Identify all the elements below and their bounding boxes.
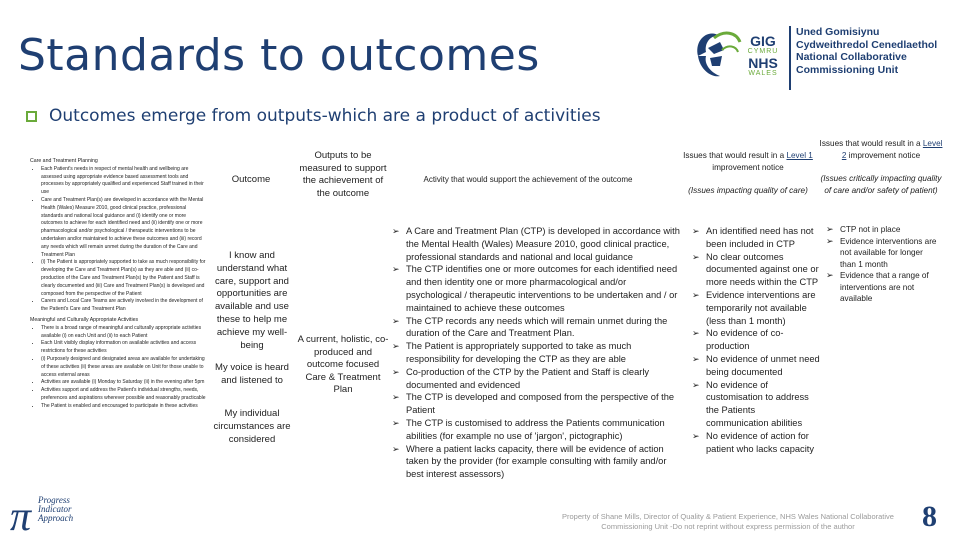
activity-list — [392, 225, 684, 481]
list-item: ➢ Evidence interventions are not available for longer than 1 month — [826, 235, 937, 269]
list-item: ➢ The CTP is customised to address the Patients communication abilities (for example no use of 'jargon', pictographic) — [392, 417, 665, 441]
arrow-bullet-icon: ➢ — [826, 270, 834, 280]
list-item: ➢ The Patient is appropriately supported to take as much responsibility for developing the CTP as they are able — [392, 341, 632, 364]
pi-line-1: Progress — [38, 495, 70, 505]
list-item: • There is a broad range of meaningful and culturally appropriate activities available (i) on each Unit and (ii) to each Patient — [41, 325, 206, 341]
arrow-bullet-icon: ➢ — [692, 226, 700, 236]
brand-nhs: NHS — [748, 55, 778, 71]
slide-title: Standards to outcomes — [18, 30, 540, 81]
list-item: ➢ The CTP identifies one or more outcomes for each identified need and then identity one or more pharmacological and/or psychological / therapeutic interventions to be undertaken and / or maintained to achieve these outcomes — [392, 264, 678, 313]
subtitle-bullet — [26, 106, 601, 126]
list-item: ➢ No evidence of action for patient who lacks capacity — [692, 430, 815, 454]
brand-wales: WALES — [748, 70, 778, 77]
outcome-cell-2: My voice is heard and listened to — [215, 362, 289, 387]
list-item: ➢ Evidence that a range of interventions are not available — [826, 270, 929, 303]
org-line-2: Cydweithredol Cenedlaethol — [796, 38, 938, 51]
list-item: ➢ The CTP is developed and composed from the perspective of the Patient — [392, 392, 675, 416]
subtitle-text: Outcomes emerge from outputs-which are a product of activities — [49, 106, 601, 126]
list-item: ➢ The CTP records any needs which will remain unmet during the duration of the Care and Treatment Plan. — [392, 315, 668, 339]
level2-link[interactable]: Level 2 — [841, 139, 943, 160]
org-line-4: Commissioning Unit — [796, 63, 899, 76]
checkbox-bullet-icon — [26, 111, 37, 122]
list-item: ➢ No evidence of customisation to address the Patients communication abilities — [692, 379, 809, 428]
list-item: • Care and Treatment Plan(s) are developed in accordance with the Mental Health (Wales) Measure 2010, good clinical practice, professional standards and national local guidance and (i) identify one or more outcomes to achieve for each identified need and (ii) identify one or more pharmacological and/or psychological / therapeutic interventions to be undertaken and/or maintained to achieve these outcomes and (iii) record any needs which will remain unmet during the duration of the Care and Treatment Plan — [41, 197, 206, 259]
section1-list — [30, 166, 206, 314]
outcome-header: Outcome — [231, 174, 271, 185]
arrow-bullet-icon: ➢ — [392, 366, 400, 377]
progress-indicator-logo — [8, 492, 108, 536]
list-item: ➢ No clear outcomes documented against one or more needs within the CTP — [692, 251, 819, 288]
arrow-bullet-icon: ➢ — [392, 226, 400, 236]
list-item: • Carers and Local Care Teams are actively involved in the development of the Patient's Care and Treatment Plan — [41, 298, 206, 314]
level1-header-pre: Issues that would result in a — [683, 151, 785, 160]
list-item: ➢ Co-production of the CTP by the Patient and Staff is clearly documented and evidenced — [392, 366, 650, 390]
level2-subheader: (Issues critically impacting quality of care and/or safety of patient) — [820, 174, 942, 195]
footer-line-1: Property of Shane Mills, Director of Quality & Patient Experience, NHS Wales National Collaborative — [562, 512, 894, 521]
level2-header-post: improvement notice — [848, 150, 921, 160]
list-item: • Each Patient's needs in respect of mental health and wellbeing are assessed using appropriate evidence based assessment tools and processes by appropriately qualified and experienced Staff trained in their use — [41, 166, 206, 197]
level2-header-pre: Issues that would result in a — [819, 139, 921, 148]
arrow-bullet-icon: ➢ — [392, 315, 400, 326]
list-item: • (i) The Patient is appropriately supported to take as much responsibility for developing the Care and Treatment Plan(s) as they are able and (ii) co-production of the Care and Treatment Plan(s) by the Patient and Staff is clearly documented and (iii) Care and Treatment Plan(s) is developed and composed from the perspective of the Patient — [41, 259, 206, 298]
page-number: 8 — [922, 500, 937, 533]
level1-link[interactable]: Level 1 — [786, 151, 813, 160]
copyright-footer — [528, 512, 928, 532]
svg-text:π: π — [10, 494, 32, 536]
level1-list — [692, 225, 820, 455]
list-item: • Activities are available (i) Monday to Saturday (ii) in the evening after 5pm — [41, 379, 206, 387]
level1-header-post: improvement notice — [712, 162, 784, 172]
logo-divider — [789, 26, 791, 90]
org-name — [796, 26, 937, 76]
list-item: ➢ A Care and Treatment Plan (CTP) is developed in accordance with the Mental Health (Wales) Measure 2010, good clinical practice, professional standards and national and local guidance — [392, 226, 680, 262]
outputs-cell: A current, holistic, co-produced and outcome focused Care & Treatment Plan — [297, 334, 389, 395]
level2-list — [826, 224, 940, 305]
list-item: • (i) Purposely designed and designated areas are available for undertaking of these activities (ii) these areas are available on Unit for those unable to access external areas — [41, 356, 206, 379]
arrow-bullet-icon: ➢ — [392, 443, 400, 454]
level1-subheader: (Issues impacting quality of care) — [688, 186, 808, 195]
gig-cymru-text — [740, 34, 786, 78]
arrow-bullet-icon: ➢ — [826, 235, 834, 246]
footer-line-2: Commissioning Unit -Do not reprint without express permission of the author — [601, 522, 855, 531]
arrow-bullet-icon: ➢ — [692, 379, 700, 390]
pi-line-3: Approach — [38, 513, 74, 523]
nhs-wales-logo — [684, 20, 954, 100]
org-line-1: Uned Gomisiynu — [796, 26, 880, 38]
arrow-bullet-icon: ➢ — [692, 328, 700, 339]
outcome-cell-3: My individual circumstances are considered — [213, 407, 291, 445]
arrow-bullet-icon: ➢ — [692, 289, 700, 300]
activity-header: Activity that would support the achievement of the outcome — [423, 175, 633, 184]
section2-list — [30, 325, 206, 411]
list-item: • Each Unit visibly display information on available activities and access restrictions for these activities — [41, 340, 206, 356]
list-item: ➢ Where a patient lacks capacity, there will be evidence of action taken by the provider (for example consulting with family and/or best interest assessors) — [392, 443, 667, 480]
brand-gig: GIG — [750, 33, 776, 49]
outcome-cells — [208, 250, 296, 456]
section1-title: Care and Treatment Planning — [30, 158, 98, 164]
outputs-header: Outputs to be measured to support the achievement of the outcome — [299, 150, 387, 199]
arrow-bullet-icon: ➢ — [692, 430, 700, 441]
list-item: • Activities support and address the Patient's individual strengths, needs, preferences and aspirations wherever possible and reasonably practicable — [41, 387, 206, 403]
arrow-bullet-icon: ➢ — [692, 353, 700, 364]
standards-text-block — [30, 158, 206, 411]
list-item: ➢ An identified need has not been included in CTP — [692, 226, 814, 249]
list-item: ➢ No evidence of co-production — [692, 328, 784, 352]
arrow-bullet-icon: ➢ — [392, 417, 400, 428]
arrow-bullet-icon: ➢ — [392, 264, 400, 275]
pi-line-2: Indicator — [38, 504, 72, 514]
list-item: • The Patient is enabled and encouraged to participate in these activities — [41, 403, 206, 411]
outcome-cell-1: I know and understand what care, support and opportunities are available and use these to help me achieve my well-being — [215, 250, 289, 351]
list-item: ➢ Evidence interventions are temporarily not available (less than 1 month) — [692, 289, 816, 326]
list-item: ➢ CTP not in place — [826, 224, 901, 234]
list-item: ➢ No evidence of unmet need being documented — [692, 353, 820, 377]
arrow-bullet-icon: ➢ — [826, 224, 834, 234]
arrow-bullet-icon: ➢ — [392, 392, 400, 403]
arrow-bullet-icon: ➢ — [392, 341, 400, 352]
level2-header — [818, 138, 944, 196]
arrow-bullet-icon: ➢ — [692, 251, 700, 262]
level1-header — [682, 150, 814, 197]
section2-title: Meaningful and Culturally Appropriate Activities — [30, 316, 139, 323]
brand-cymru: CYMRU — [747, 48, 779, 55]
org-line-3: National Collaborative — [796, 51, 907, 63]
